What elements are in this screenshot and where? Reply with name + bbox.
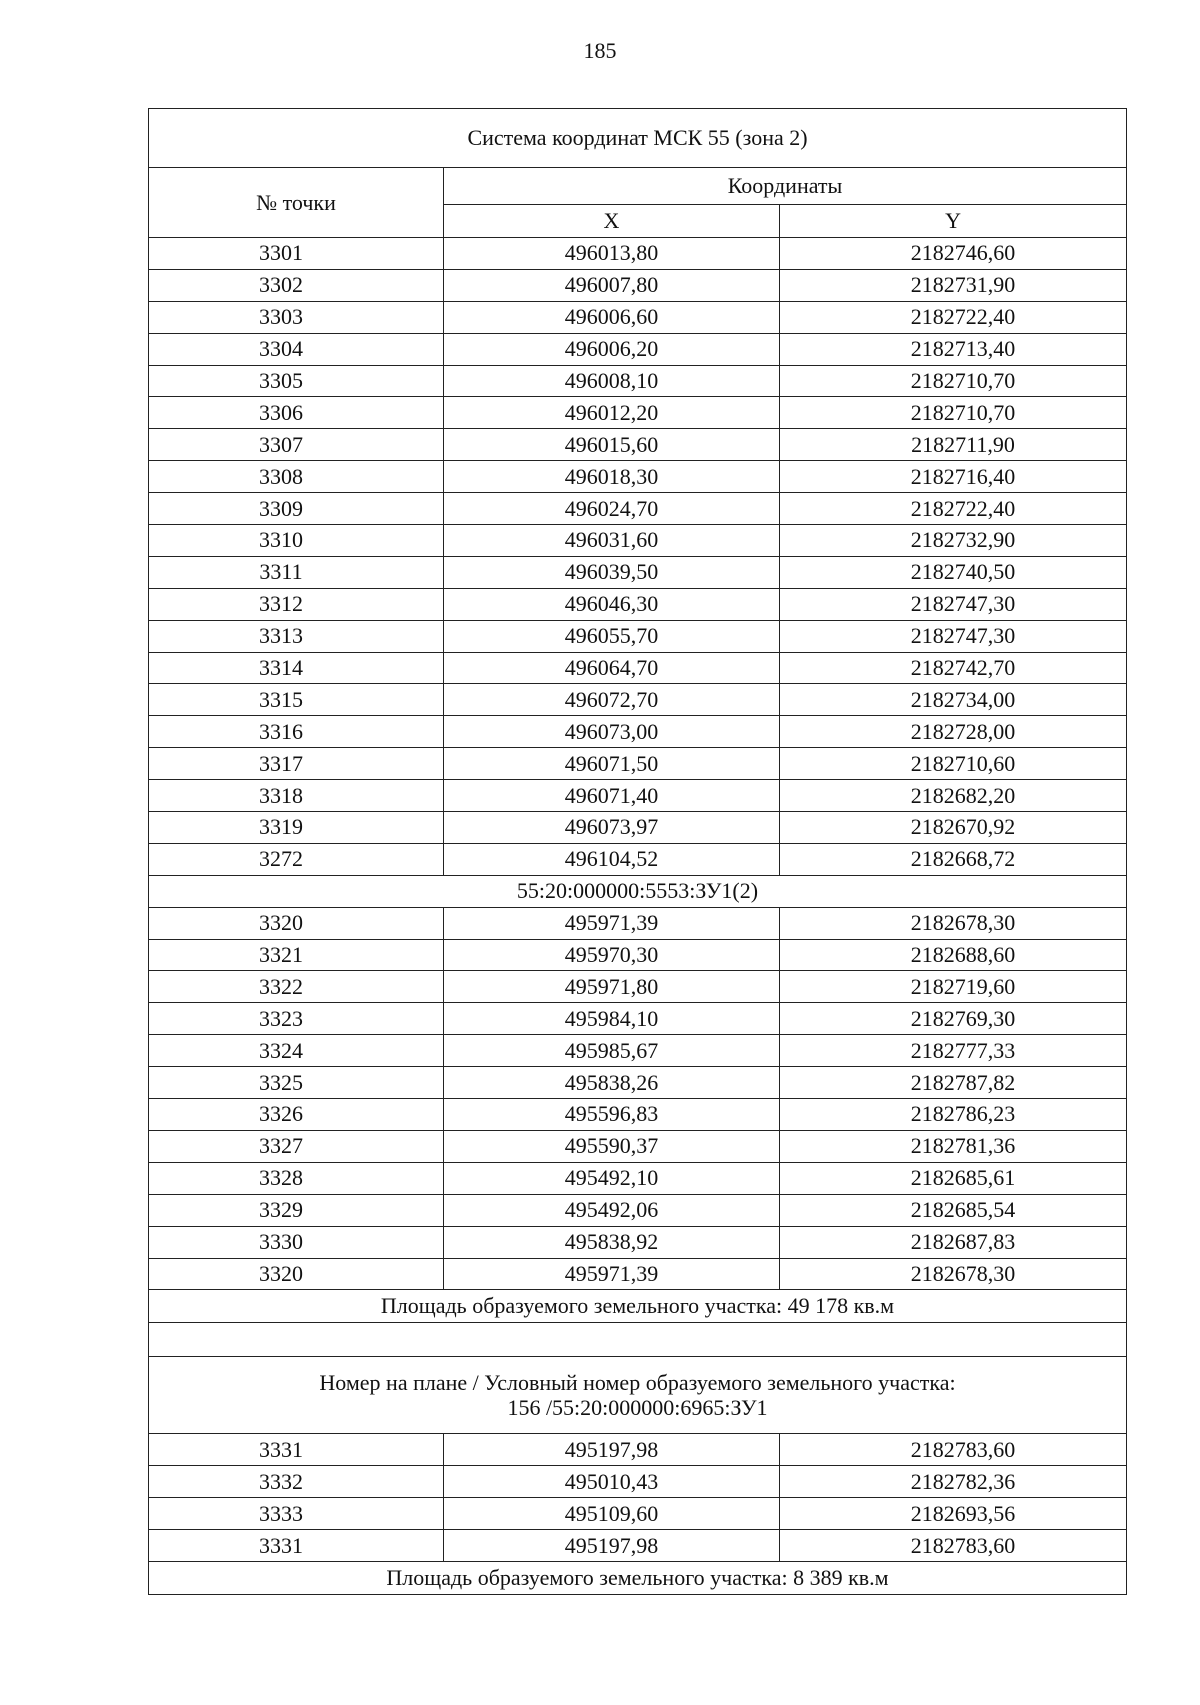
point-number-cell: 3308 bbox=[149, 461, 444, 493]
x-coordinate-cell: 496071,50 bbox=[444, 748, 780, 780]
x-coordinate-cell: 495596,83 bbox=[444, 1099, 780, 1131]
y-coordinate-cell: 2182710,70 bbox=[780, 397, 1127, 429]
x-coordinate-cell: 496024,70 bbox=[444, 493, 780, 525]
point-number-cell: 3305 bbox=[149, 365, 444, 397]
y-coordinate-cell: 2182670,92 bbox=[780, 812, 1127, 844]
y-coordinate-cell: 2182710,60 bbox=[780, 748, 1127, 780]
y-coordinate-cell: 2182711,90 bbox=[780, 429, 1127, 461]
plot-title bbox=[149, 1357, 1127, 1434]
y-coordinate-cell: 2182777,33 bbox=[780, 1035, 1127, 1067]
table-row bbox=[149, 748, 1127, 780]
x-coordinate-cell: 496039,50 bbox=[444, 556, 780, 588]
x-coordinate-cell: 495971,39 bbox=[444, 907, 780, 939]
area-row bbox=[149, 1561, 1127, 1594]
x-coordinate-cell: 495985,67 bbox=[444, 1035, 780, 1067]
point-number-cell: 3328 bbox=[149, 1162, 444, 1194]
table-row bbox=[149, 1498, 1127, 1530]
area-text: Площадь образуемого земельного участка: 8 389 кв.м bbox=[149, 1561, 1127, 1594]
x-coordinate-cell: 496013,80 bbox=[444, 238, 780, 270]
y-coordinate-cell: 2182668,72 bbox=[780, 843, 1127, 875]
x-coordinate-cell: 496104,52 bbox=[444, 843, 780, 875]
y-header: Y bbox=[780, 205, 1127, 238]
y-coordinate-cell: 2182688,60 bbox=[780, 939, 1127, 971]
x-coordinate-cell: 495971,39 bbox=[444, 1258, 780, 1290]
x-coordinate-cell: 495590,37 bbox=[444, 1130, 780, 1162]
y-coordinate-cell: 2182746,60 bbox=[780, 238, 1127, 270]
point-number-cell: 3331 bbox=[149, 1530, 444, 1562]
y-coordinate-cell: 2182769,30 bbox=[780, 1003, 1127, 1035]
x-coordinate-cell: 496007,80 bbox=[444, 269, 780, 301]
point-number-cell: 3324 bbox=[149, 1035, 444, 1067]
x-coordinate-cell: 496008,10 bbox=[444, 365, 780, 397]
table-row bbox=[149, 939, 1127, 971]
x-coordinate-cell: 495984,10 bbox=[444, 1003, 780, 1035]
y-coordinate-cell: 2182716,40 bbox=[780, 461, 1127, 493]
table-row bbox=[149, 1434, 1127, 1466]
plot-number: 156 /55:20:000000:6965:ЗУ1 bbox=[507, 1395, 768, 1421]
table-row bbox=[149, 684, 1127, 716]
coordinates-table-body bbox=[149, 109, 1127, 1595]
table-row bbox=[149, 333, 1127, 365]
y-coordinate-cell: 2182678,30 bbox=[780, 907, 1127, 939]
point-number-cell: 3301 bbox=[149, 238, 444, 270]
table-row bbox=[149, 556, 1127, 588]
table-row bbox=[149, 1099, 1127, 1131]
x-coordinate-cell: 495970,30 bbox=[444, 939, 780, 971]
point-number-header: № точки bbox=[149, 168, 444, 238]
point-number-cell: 3325 bbox=[149, 1067, 444, 1099]
point-number-cell: 3314 bbox=[149, 652, 444, 684]
y-coordinate-cell: 2182687,83 bbox=[780, 1226, 1127, 1258]
table-row bbox=[149, 1003, 1127, 1035]
table-row bbox=[149, 716, 1127, 748]
point-number-cell: 3331 bbox=[149, 1434, 444, 1466]
plot-title-row bbox=[149, 1357, 1127, 1434]
point-number-cell: 3315 bbox=[149, 684, 444, 716]
y-coordinate-cell: 2182693,56 bbox=[780, 1498, 1127, 1530]
y-coordinate-cell: 2182740,50 bbox=[780, 556, 1127, 588]
table-row bbox=[149, 620, 1127, 652]
x-coordinate-cell: 495492,06 bbox=[444, 1194, 780, 1226]
point-number-cell: 3327 bbox=[149, 1130, 444, 1162]
point-number-cell: 3309 bbox=[149, 493, 444, 525]
table-row bbox=[149, 269, 1127, 301]
point-number-cell: 3317 bbox=[149, 748, 444, 780]
table-row bbox=[149, 397, 1127, 429]
section-title: 55:20:000000:5553:ЗУ1(2) bbox=[149, 875, 1127, 907]
x-coordinate-cell: 495010,43 bbox=[444, 1466, 780, 1498]
area-text: Площадь образуемого земельного участка: 49 178 кв.м bbox=[149, 1290, 1127, 1323]
x-coordinate-cell: 496046,30 bbox=[444, 588, 780, 620]
y-coordinate-cell: 2182682,20 bbox=[780, 780, 1127, 812]
y-coordinate-cell: 2182783,60 bbox=[780, 1530, 1127, 1562]
y-coordinate-cell: 2182787,82 bbox=[780, 1067, 1127, 1099]
x-coordinate-cell: 496018,30 bbox=[444, 461, 780, 493]
table-row bbox=[149, 1530, 1127, 1562]
point-number-cell: 3318 bbox=[149, 780, 444, 812]
y-coordinate-cell: 2182781,36 bbox=[780, 1130, 1127, 1162]
x-coordinate-cell: 495971,80 bbox=[444, 971, 780, 1003]
x-coordinate-cell: 496073,00 bbox=[444, 716, 780, 748]
table-row bbox=[149, 843, 1127, 875]
point-number-cell: 3332 bbox=[149, 1466, 444, 1498]
point-number-cell: 3311 bbox=[149, 556, 444, 588]
y-coordinate-cell: 2182728,00 bbox=[780, 716, 1127, 748]
table-row bbox=[149, 907, 1127, 939]
table-row bbox=[149, 812, 1127, 844]
y-coordinate-cell: 2182678,30 bbox=[780, 1258, 1127, 1290]
area-row bbox=[149, 1290, 1127, 1323]
y-coordinate-cell: 2182783,60 bbox=[780, 1434, 1127, 1466]
table-row bbox=[149, 1258, 1127, 1290]
table-row bbox=[149, 493, 1127, 525]
header-row bbox=[149, 168, 1127, 205]
point-number-cell: 3333 bbox=[149, 1498, 444, 1530]
coordinate-system-title: Система координат МСК 55 (зона 2) bbox=[149, 109, 1127, 168]
x-coordinate-cell: 495197,98 bbox=[444, 1434, 780, 1466]
point-number-cell: 3313 bbox=[149, 620, 444, 652]
y-coordinate-cell: 2182710,70 bbox=[780, 365, 1127, 397]
spacer-row bbox=[149, 1323, 1127, 1357]
y-coordinate-cell: 2182722,40 bbox=[780, 493, 1127, 525]
spacer-cell bbox=[149, 1323, 1127, 1357]
y-coordinate-cell: 2182747,30 bbox=[780, 588, 1127, 620]
coordinate-system-row bbox=[149, 109, 1127, 168]
y-coordinate-cell: 2182731,90 bbox=[780, 269, 1127, 301]
y-coordinate-cell: 2182786,23 bbox=[780, 1099, 1127, 1131]
table-row bbox=[149, 1035, 1127, 1067]
point-number-cell: 3307 bbox=[149, 429, 444, 461]
x-coordinate-cell: 495838,26 bbox=[444, 1067, 780, 1099]
table-row bbox=[149, 301, 1127, 333]
point-number-cell: 3326 bbox=[149, 1099, 444, 1131]
point-number-cell: 3306 bbox=[149, 397, 444, 429]
point-number-cell: 3321 bbox=[149, 939, 444, 971]
x-header: X bbox=[444, 205, 780, 238]
plot-title-line: Номер на плане / Условный номер образуемого земельного участка: bbox=[319, 1370, 956, 1396]
point-number-cell: 3323 bbox=[149, 1003, 444, 1035]
y-coordinate-cell: 2182734,00 bbox=[780, 684, 1127, 716]
table-row bbox=[149, 1162, 1127, 1194]
point-number-cell: 3319 bbox=[149, 812, 444, 844]
table-row bbox=[149, 238, 1127, 270]
point-number-cell: 3312 bbox=[149, 588, 444, 620]
table-row bbox=[149, 652, 1127, 684]
table-row bbox=[149, 461, 1127, 493]
x-coordinate-cell: 496072,70 bbox=[444, 684, 780, 716]
table-row bbox=[149, 780, 1127, 812]
table-row bbox=[149, 429, 1127, 461]
y-coordinate-cell: 2182719,60 bbox=[780, 971, 1127, 1003]
point-number-cell: 3303 bbox=[149, 301, 444, 333]
table-row bbox=[149, 588, 1127, 620]
x-coordinate-cell: 496031,60 bbox=[444, 525, 780, 557]
x-coordinate-cell: 496064,70 bbox=[444, 652, 780, 684]
table-row bbox=[149, 1067, 1127, 1099]
table-row bbox=[149, 1226, 1127, 1258]
point-number-cell: 3272 bbox=[149, 843, 444, 875]
y-coordinate-cell: 2182747,30 bbox=[780, 620, 1127, 652]
y-coordinate-cell: 2182685,61 bbox=[780, 1162, 1127, 1194]
x-coordinate-cell: 495492,10 bbox=[444, 1162, 780, 1194]
point-number-cell: 3302 bbox=[149, 269, 444, 301]
y-coordinate-cell: 2182685,54 bbox=[780, 1194, 1127, 1226]
x-coordinate-cell: 495109,60 bbox=[444, 1498, 780, 1530]
coordinates-header: Координаты bbox=[444, 168, 1127, 205]
x-coordinate-cell: 495197,98 bbox=[444, 1530, 780, 1562]
point-number-cell: 3304 bbox=[149, 333, 444, 365]
point-number-cell: 3316 bbox=[149, 716, 444, 748]
x-coordinate-cell: 496015,60 bbox=[444, 429, 780, 461]
x-coordinate-cell: 496012,20 bbox=[444, 397, 780, 429]
point-number-cell: 3320 bbox=[149, 1258, 444, 1290]
x-coordinate-cell: 496006,20 bbox=[444, 333, 780, 365]
coordinates-table bbox=[148, 108, 1127, 1595]
section-title-row bbox=[149, 875, 1127, 907]
point-number-cell: 3320 bbox=[149, 907, 444, 939]
x-coordinate-cell: 496006,60 bbox=[444, 301, 780, 333]
table-row bbox=[149, 1194, 1127, 1226]
table-row bbox=[149, 525, 1127, 557]
point-number-cell: 3322 bbox=[149, 971, 444, 1003]
x-coordinate-cell: 495838,92 bbox=[444, 1226, 780, 1258]
page-number: 185 bbox=[583, 38, 617, 63]
table-row bbox=[149, 365, 1127, 397]
y-coordinate-cell: 2182722,40 bbox=[780, 301, 1127, 333]
x-coordinate-cell: 496073,97 bbox=[444, 812, 780, 844]
table-row bbox=[149, 1130, 1127, 1162]
y-coordinate-cell: 2182782,36 bbox=[780, 1466, 1127, 1498]
y-coordinate-cell: 2182742,70 bbox=[780, 652, 1127, 684]
y-coordinate-cell: 2182713,40 bbox=[780, 333, 1127, 365]
y-coordinate-cell: 2182732,90 bbox=[780, 525, 1127, 557]
x-coordinate-cell: 496055,70 bbox=[444, 620, 780, 652]
table-row bbox=[149, 971, 1127, 1003]
point-number-cell: 3329 bbox=[149, 1194, 444, 1226]
point-number-cell: 3330 bbox=[149, 1226, 444, 1258]
x-coordinate-cell: 496071,40 bbox=[444, 780, 780, 812]
point-number-cell: 3310 bbox=[149, 525, 444, 557]
table-row bbox=[149, 1466, 1127, 1498]
